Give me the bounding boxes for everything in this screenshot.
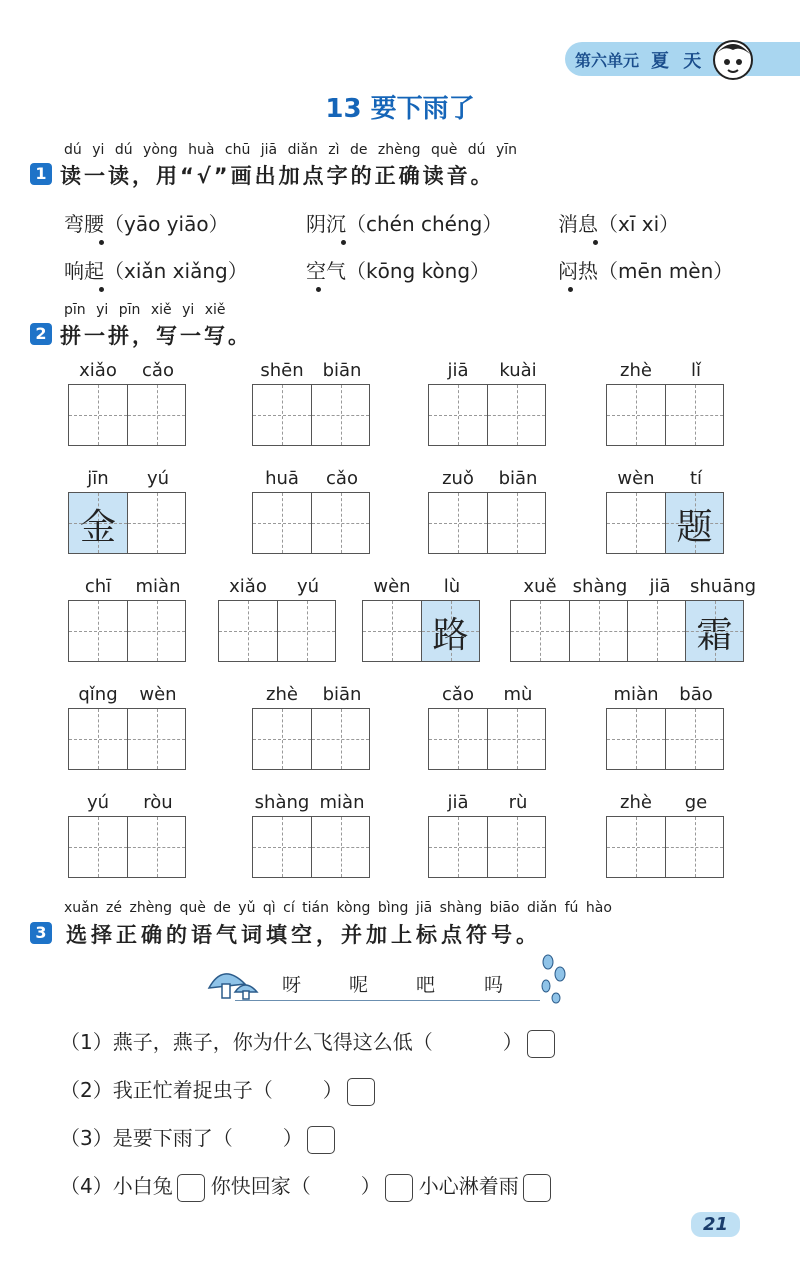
pinyin-label: biān (322, 360, 362, 381)
writing-cell[interactable] (127, 385, 185, 445)
mascot-icon (710, 36, 756, 82)
pinyin-label: ge (684, 792, 708, 813)
pinyin-label: yú (296, 576, 320, 597)
writing-cell[interactable] (253, 817, 311, 877)
mushroom-icon (205, 966, 261, 1002)
pinyin-label: shēn (260, 360, 304, 381)
given-character: 题 (676, 507, 713, 548)
question-2 (60, 1074, 375, 1106)
section1-pinyin: dú yi dú yòng huà chū jiā diǎn zì de zhèng què dú yīn (64, 142, 518, 158)
q1-item: 消息（xī xi） (558, 212, 680, 236)
writing-cell[interactable] (429, 817, 487, 877)
section1-number: 1 (30, 163, 52, 185)
pinyin-label: chī (84, 576, 112, 597)
punctuation-box[interactable] (177, 1174, 205, 1202)
section3-pinyin: xuǎn zé zhèng què de yǔ qì cí tián kòng bìng jiā shàng biāo diǎn fú hào (64, 900, 612, 916)
tianzige-word (428, 360, 548, 448)
section2-number: 2 (30, 323, 52, 345)
question-text: 是要下雨了（ (112, 1126, 233, 1150)
emphasis-dot (99, 240, 104, 245)
pinyin-label: yú (146, 468, 170, 489)
writing-cell[interactable] (277, 601, 335, 661)
filled-char-cell (665, 493, 723, 553)
tianzige-word (428, 792, 548, 880)
writing-cell[interactable] (665, 385, 723, 445)
pinyin-label: kuài (499, 360, 537, 381)
question-text: 我正忙着捉虫子（ (112, 1078, 273, 1102)
pinyin-label: xiǎo (79, 360, 117, 381)
pinyin-label: cǎo (142, 360, 174, 381)
emphasis-dot (593, 240, 598, 245)
writing-cell[interactable] (627, 601, 685, 661)
tianzige-word (218, 576, 338, 664)
pinyin-label: biān (322, 684, 362, 705)
tianzige-word (252, 468, 372, 556)
q1-item: 阴沉（chén chéng） (306, 212, 503, 236)
unit-theme: 夏 天 (651, 51, 706, 72)
pinyin-label: jīn (87, 468, 109, 489)
writing-cell[interactable] (127, 601, 185, 661)
pinyin-label: qǐng (78, 684, 118, 705)
pinyin-label: jiā (447, 360, 469, 381)
question-number: （4） (60, 1174, 113, 1198)
emphasis-dot (568, 287, 573, 292)
punctuation-box[interactable] (385, 1174, 413, 1202)
writing-cell[interactable] (69, 817, 127, 877)
pinyin-label: wèn (373, 576, 411, 597)
tianzige-word (68, 576, 188, 664)
unit-tab (565, 42, 800, 76)
tianzige-word (68, 684, 188, 772)
pinyin-label: lǐ (690, 360, 701, 381)
pinyin-label: biān (498, 468, 538, 489)
question-number: （1） (60, 1030, 113, 1054)
writing-cell[interactable] (429, 709, 487, 769)
tianzige-word (68, 468, 188, 556)
writing-cell[interactable] (127, 493, 185, 553)
question-text: 小白兔 (112, 1174, 173, 1198)
section3-number: 3 (30, 922, 52, 944)
pinyin-label: ròu (143, 792, 173, 813)
writing-cell[interactable] (311, 385, 369, 445)
section3-instruction: 选择正确的语气词填空，并加上标点符号。 (66, 923, 541, 947)
tianzige-word (428, 684, 548, 772)
pinyin-label: shuāng (690, 576, 757, 597)
writing-cell[interactable] (665, 709, 723, 769)
pinyin-label: xiǎo (229, 576, 267, 597)
question-text-mid: 你快回家（ (210, 1174, 311, 1198)
writing-cell[interactable] (253, 493, 311, 553)
writing-cell[interactable] (69, 709, 127, 769)
punctuation-box[interactable] (307, 1126, 335, 1154)
emphasis-dot (341, 240, 346, 245)
writing-cell[interactable] (219, 601, 277, 661)
question-4 (60, 1170, 551, 1202)
pinyin-label: shàng (572, 576, 628, 597)
writing-cell[interactable] (127, 709, 185, 769)
pinyin-label: zuǒ (442, 468, 474, 489)
pinyin-label: shàng (254, 792, 310, 813)
question-close: ） (360, 1174, 381, 1198)
ground-line (235, 1000, 540, 1001)
raindrops-icon (538, 950, 568, 1006)
section2-pinyin: pīn yi pīn xiě yi xiě (64, 302, 226, 318)
writing-cell[interactable] (69, 601, 127, 661)
writing-cell[interactable] (511, 601, 569, 661)
filled-char-cell (685, 601, 743, 661)
punctuation-box[interactable] (523, 1174, 551, 1202)
punctuation-box[interactable] (527, 1030, 555, 1058)
emphasis-dot (99, 287, 104, 292)
tianzige-word (428, 468, 548, 556)
pinyin-label: cǎo (326, 468, 358, 489)
unit-label: 第六单元 (575, 51, 640, 70)
writing-cell[interactable] (607, 385, 665, 445)
question-number: （3） (60, 1126, 113, 1150)
question-close: ） (322, 1078, 343, 1102)
writing-cell[interactable] (665, 817, 723, 877)
pinyin-label: huā (265, 468, 299, 489)
writing-cell[interactable] (607, 493, 665, 553)
punctuation-box[interactable] (347, 1078, 375, 1106)
tianzige-word (68, 360, 188, 448)
q1-item: 响起（xiǎn xiǎng） (64, 259, 248, 283)
pinyin-label: miàn (319, 792, 365, 813)
pinyin-label: xuě (523, 576, 557, 597)
pinyin-label: zhè (620, 792, 652, 813)
tianzige-word (510, 576, 757, 664)
pinyin-label: jiā (447, 792, 469, 813)
writing-cell[interactable] (127, 817, 185, 877)
pinyin-label: miàn (135, 576, 181, 597)
tianzige-word (68, 792, 188, 880)
writing-cell[interactable] (487, 493, 545, 553)
tianzige-word (252, 360, 372, 448)
writing-cell[interactable] (253, 385, 311, 445)
pinyin-label: yú (86, 792, 110, 813)
pinyin-label: zhè (266, 684, 298, 705)
writing-cell[interactable] (429, 493, 487, 553)
pinyin-label: lù (443, 576, 461, 597)
word-bank-item: 呀 (282, 974, 302, 996)
pinyin-label: zhè (620, 360, 652, 381)
filled-char-cell (421, 601, 479, 661)
writing-cell[interactable] (311, 817, 369, 877)
tianzige-word (606, 684, 726, 772)
tianzige-word (362, 576, 482, 664)
given-character: 霜 (696, 615, 733, 656)
word-bank-item: 吧 (416, 974, 436, 996)
given-character: 路 (432, 615, 469, 656)
pinyin-label: wèn (139, 684, 177, 705)
writing-cell[interactable] (363, 601, 421, 661)
writing-cell[interactable] (311, 709, 369, 769)
pinyin-label: cǎo (442, 684, 474, 705)
word-bank-item: 呢 (349, 974, 369, 996)
emphasis-dot (316, 287, 321, 292)
pinyin-label: miàn (613, 684, 659, 705)
tianzige-word (606, 468, 726, 556)
section2-instruction: 拼一拼，写一写。 (60, 324, 252, 348)
pinyin-label: jiā (649, 576, 671, 597)
writing-cell[interactable] (311, 493, 369, 553)
q1-item: 空气（kōng kòng） (306, 259, 491, 283)
tianzige-word (252, 684, 372, 772)
given-character: 金 (79, 507, 116, 548)
tianzige-word (606, 792, 726, 880)
pinyin-label: bāo (679, 684, 713, 705)
pinyin-label: mù (503, 684, 533, 705)
pinyin-label: tí (689, 468, 703, 489)
question-number: （2） (60, 1078, 113, 1102)
writing-cell[interactable] (487, 385, 545, 445)
question-text: 燕子，燕子，你为什么飞得这么低（ (112, 1030, 433, 1054)
question-3 (60, 1122, 335, 1154)
writing-cell[interactable] (607, 709, 665, 769)
writing-cell[interactable] (487, 709, 545, 769)
writing-cell[interactable] (429, 385, 487, 445)
question-close: ） (282, 1126, 303, 1150)
writing-cell[interactable] (253, 709, 311, 769)
question-1 (60, 1026, 555, 1058)
q1-item: 弯腰（yāo yiāo） (64, 212, 229, 236)
writing-cell[interactable] (69, 385, 127, 445)
filled-char-cell (69, 493, 127, 553)
page-number: 21 (691, 1212, 740, 1237)
page-title: 13 要下雨了 (325, 94, 475, 124)
writing-cell[interactable] (569, 601, 627, 661)
question-text-tail: 小心淋着雨 (418, 1174, 519, 1198)
word-bank-item: 吗 (484, 974, 504, 996)
writing-cell[interactable] (487, 817, 545, 877)
tianzige-word (252, 792, 372, 880)
question-close: ） (502, 1030, 523, 1054)
pinyin-label: rù (508, 792, 528, 813)
tianzige-word (606, 360, 726, 448)
writing-cell[interactable] (607, 817, 665, 877)
pinyin-label: wèn (617, 468, 655, 489)
section1-instruction: 读一读，用“√”画出加点字的正确读音。 (60, 164, 495, 188)
q1-item: 闷热（mēn mèn） (558, 259, 734, 283)
